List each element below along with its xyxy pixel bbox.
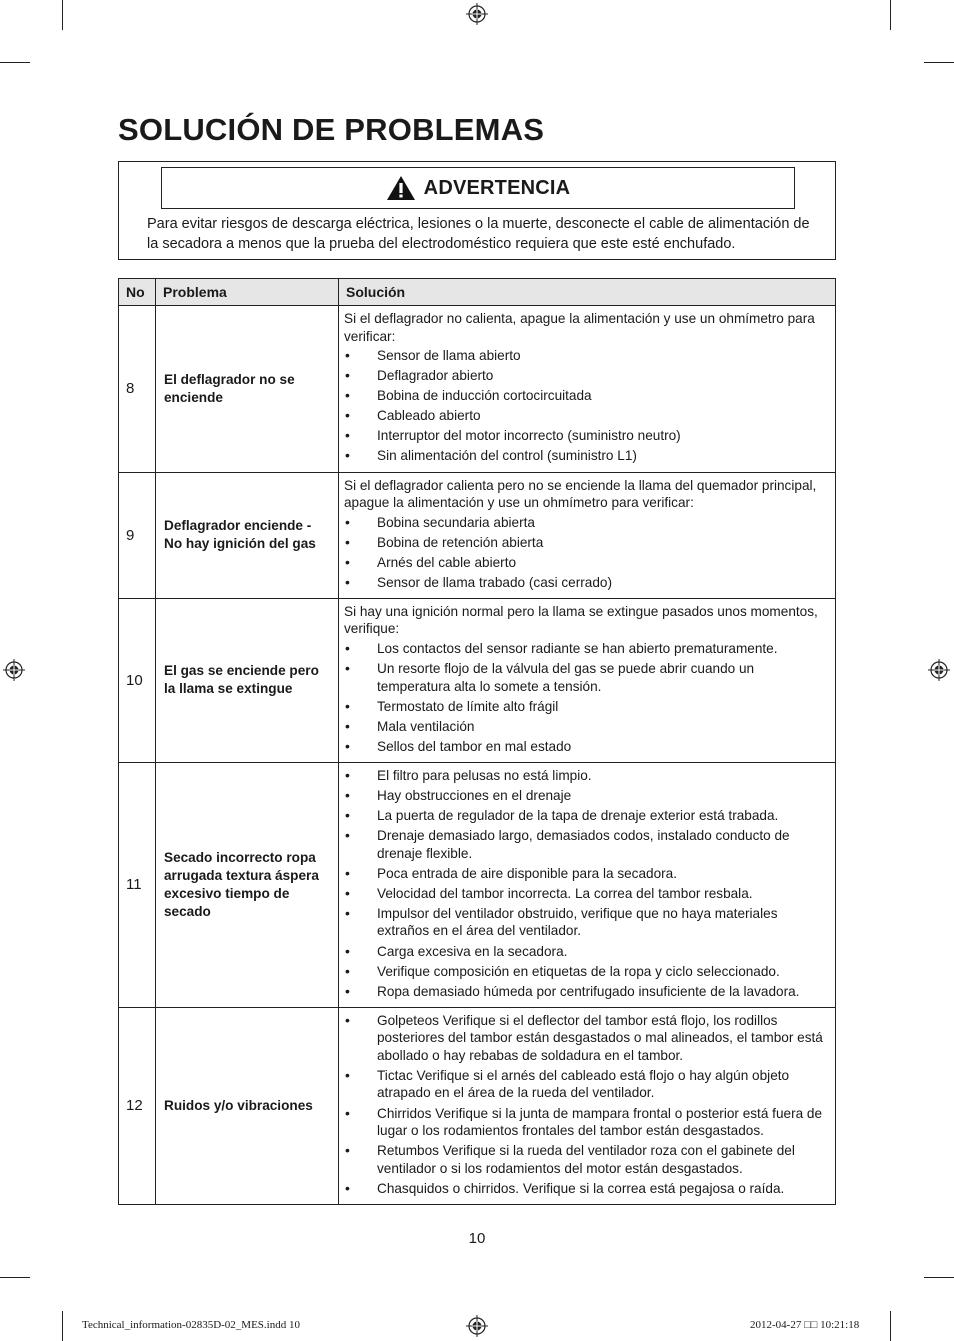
list-item: • Bobina de inducción cortocircuitada bbox=[344, 387, 829, 405]
registration-mark-icon bbox=[928, 659, 950, 681]
list-item: • Cableado abierto bbox=[344, 407, 829, 425]
solution-intro: Si el deflagrador calienta pero no se enciende la llama del quemador principal, apague la alimentación y use un ohmímetro para verificar: bbox=[344, 477, 817, 511]
list-item: • Drenaje demasiado largo, demasiados codos, instalado conducto de drenaje flexible. bbox=[344, 827, 829, 862]
crop-mark bbox=[924, 62, 954, 63]
crop-mark bbox=[62, 0, 63, 30]
registration-mark-icon bbox=[3, 659, 25, 681]
solution-intro: Si el deflagrador no calienta, apague la alimentación y use un ohmímetro para verificar: bbox=[344, 311, 815, 344]
list-item: • El filtro para pelusas no está limpio. bbox=[344, 767, 829, 785]
registration-mark-icon bbox=[466, 1315, 488, 1337]
solution-cell bbox=[339, 1007, 836, 1204]
row-number: 11 bbox=[119, 762, 156, 1007]
list-item: • Sensor de llama abierto bbox=[344, 347, 829, 365]
solution-cell bbox=[339, 762, 836, 1007]
crop-mark bbox=[62, 1311, 63, 1341]
table-row bbox=[119, 306, 836, 473]
crop-mark bbox=[924, 1277, 954, 1278]
crop-mark bbox=[0, 62, 30, 63]
list-item: • Un resorte flojo de la válvula del gas se puede abrir cuando un temperatura alta lo somete a tensión. bbox=[344, 660, 829, 695]
solution-cell bbox=[339, 306, 836, 473]
list-item: • Los contactos del sensor radiante se han abierto prematuramente. bbox=[344, 640, 829, 658]
list-item: • Poca entrada de aire disponible para la secadora. bbox=[344, 865, 829, 883]
warning-label: ADVERTENCIA bbox=[423, 176, 571, 199]
list-item: • Bobina secundaria abierta bbox=[344, 514, 829, 532]
list-item: • Termostato de límite alto frágil bbox=[344, 698, 829, 716]
list-item: • Impulsor del ventilador obstruido, verifique que no haya materiales extraños en el área del ventilador. bbox=[344, 905, 829, 940]
solution-list bbox=[344, 347, 829, 465]
problem-cell: Secado incorrecto ropa arrugada textura áspera excesivo tiempo de secado bbox=[156, 762, 339, 1007]
crop-mark bbox=[890, 1311, 891, 1341]
list-item: • Retumbos Verifique si la rueda del ventilador roza con el gabinete del ventilador o si los rodamientos del motor están desgastados. bbox=[344, 1142, 829, 1177]
solution-cell bbox=[339, 598, 836, 762]
troubleshooting-table bbox=[118, 278, 836, 1205]
list-item: • Carga excesiva en la secadora. bbox=[344, 943, 829, 961]
warning-header bbox=[161, 167, 795, 209]
page-number: 10 bbox=[468, 1230, 486, 1247]
row-number: 8 bbox=[119, 306, 156, 473]
list-item: • La puerta de regulador de la tapa de drenaje exterior está trabada. bbox=[344, 807, 829, 825]
header-problem: Problema bbox=[156, 279, 339, 306]
footer-file: Technical_information-02835D-02_MES.indd 10 bbox=[82, 1319, 300, 1331]
problem-cell: El deflagrador no se enciende bbox=[156, 306, 339, 473]
solution-list bbox=[344, 514, 829, 592]
problem-cell: El gas se enciende pero la llama se extingue bbox=[156, 598, 339, 762]
list-item: • Chirridos Verifique si la junta de mampara frontal o posterior está fuera de lugar o los rodamientos frontales del tambor están desgastados. bbox=[344, 1105, 829, 1140]
solution-cell bbox=[339, 472, 836, 598]
registration-mark-icon bbox=[466, 3, 488, 25]
row-number: 10 bbox=[119, 598, 156, 762]
problem-cell: Ruidos y/o vibraciones bbox=[156, 1007, 339, 1204]
header-no: No bbox=[119, 279, 156, 306]
row-number: 9 bbox=[119, 472, 156, 598]
footer-datetime: 2012-04-27 □□ 10:21:18 bbox=[750, 1319, 860, 1331]
list-item: • Verifique composición en etiquetas de la ropa y ciclo seleccionado. bbox=[344, 963, 829, 981]
list-item: • Deflagrador abierto bbox=[344, 367, 829, 385]
crop-mark bbox=[0, 1277, 30, 1278]
solution-list bbox=[344, 640, 829, 755]
table-row bbox=[119, 598, 836, 762]
table-header-row bbox=[119, 279, 836, 306]
crop-mark bbox=[890, 0, 891, 30]
header-solution: Solución bbox=[339, 279, 836, 306]
list-item: • Ropa demasiado húmeda por centrifugado insuficiente de la lavadora. bbox=[344, 983, 829, 1001]
solution-intro: Si hay una ignición normal pero la llama se extingue pasados unos momentos, verifique: bbox=[344, 603, 818, 637]
solution-list bbox=[344, 1012, 829, 1197]
list-item: • Bobina de retención abierta bbox=[344, 534, 829, 552]
warning-text: Para evitar riesgos de descarga eléctrica, lesiones o la muerte, desconecte el cable de alimentación de la secadora a menos que la prueba del electrodoméstico requiera que este esté enchufado. bbox=[147, 216, 810, 252]
list-item: • Chasquidos o chirridos. Verifique si la correa está pegajosa o raída. bbox=[344, 1180, 829, 1198]
solution-list bbox=[344, 767, 829, 1000]
table-row bbox=[119, 1007, 836, 1204]
warning-triangle-icon bbox=[386, 175, 416, 201]
list-item: • Sellos del tambor en mal estado bbox=[344, 738, 829, 756]
problem-cell: Deflagrador enciende - No hay ignición del gas bbox=[156, 472, 339, 598]
list-item: • Sensor de llama trabado (casi cerrado) bbox=[344, 574, 829, 592]
list-item: • Tictac Verifique si el arnés del cableado está flojo o hay algún objeto atrapado en el área de la rueda del ventilador. bbox=[344, 1067, 829, 1102]
row-number: 12 bbox=[119, 1007, 156, 1204]
table-row bbox=[119, 472, 836, 598]
list-item: • Hay obstrucciones en el drenaje bbox=[344, 787, 829, 805]
page-title: SOLUCIÓN DE PROBLEMAS bbox=[118, 112, 545, 147]
list-item: • Golpeteos Verifique si el deflector del tambor está flojo, los rodillos posteriores del tambor están desgastados o mal alineados, el tambor está abollado o hay rebabas de soldadura en el tambor. bbox=[344, 1012, 829, 1065]
table-row bbox=[119, 762, 836, 1007]
warning-box bbox=[118, 161, 836, 260]
list-item: • Interruptor del motor incorrecto (suministro neutro) bbox=[344, 427, 829, 445]
list-item: • Sin alimentación del control (suministro L1) bbox=[344, 447, 829, 465]
list-item: • Arnés del cable abierto bbox=[344, 554, 829, 572]
list-item: • Mala ventilación bbox=[344, 718, 829, 736]
list-item: • Velocidad del tambor incorrecta. La correa del tambor resbala. bbox=[344, 885, 829, 903]
